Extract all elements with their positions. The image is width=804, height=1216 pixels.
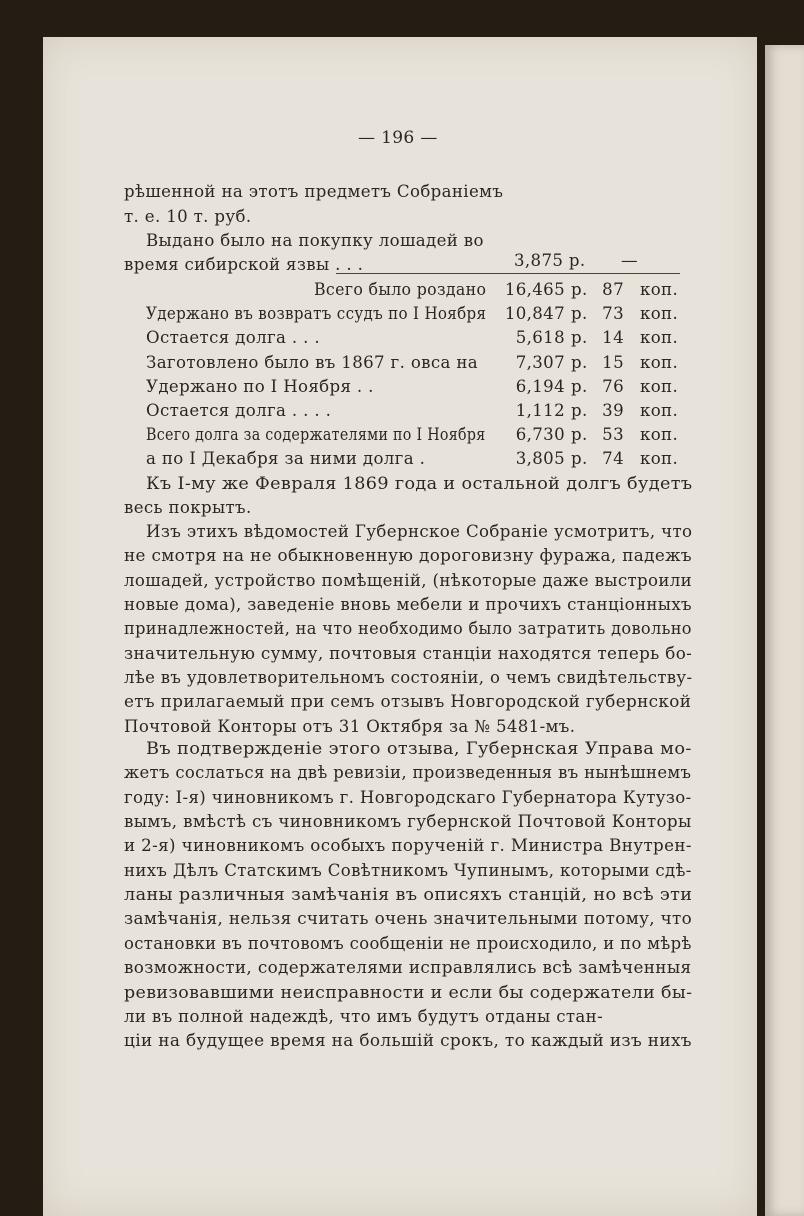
ledger-row-kop-unit: коп. [640, 449, 679, 468]
ledger-row-kop-unit: коп. [640, 280, 679, 299]
paragraph-line: году: I-я) чиновникомъ г. Новгородскаго Губернатора Кутузо- [124, 788, 692, 807]
ledger-row-kop-unit: коп. [640, 304, 679, 323]
paragraph-line: ціи на будущее время на большій срокъ, то каждый изъ нихъ [124, 1031, 692, 1050]
ledger-row-rub-unit: р. [571, 425, 588, 444]
ledger-row-kop-unit: коп. [640, 353, 679, 372]
paragraph-line: Изъ этихъ вѣдомостей Губернское Собраніе усмотритъ, что [146, 522, 693, 541]
text-line: т. е. 10 т. руб. [124, 207, 252, 226]
paragraph-line: Въ подтвержденіе этого отзыва, Губернская Управа мо- [146, 739, 692, 758]
ledger-row-kopecks: 15 [602, 353, 624, 372]
ledger-row-kop-unit: коп. [640, 401, 679, 420]
sum-rule [336, 273, 680, 274]
ledger-row-label: Удержано по I Ноября . . [146, 377, 374, 396]
text-line: Выдано было на покупку лошадей во [146, 231, 484, 250]
text-line: время сибирской язвы . . . [124, 255, 364, 274]
paragraph-line: етъ прилагаемый при семъ отзывъ Новгородской губернской [124, 692, 692, 711]
paragraph-line: замѣчанія, нельзя считать очень значительными потому, что [124, 909, 693, 928]
ledger-row-amount: 3,805 [515, 449, 565, 468]
paragraph-line: не смотря на не обыкновенную дороговизну фуража, падежъ [124, 546, 692, 565]
ledger-row-rub-unit: р. [571, 401, 588, 420]
ledger-row-rub-unit: р. [571, 449, 588, 468]
ledger-row-kopecks: 87 [602, 280, 624, 299]
ledger-row-kop-unit: коп. [640, 425, 679, 444]
paragraph-line: лошадей, устройство помѣщеній, (нѣкоторые даже выстроили [124, 571, 693, 590]
paragraph-line: новые дома), заведеніе вновь мебели и прочихъ станціонныхъ [124, 595, 692, 614]
page-number: — 196 — [358, 128, 438, 148]
paragraph-line: весь покрытъ. [124, 498, 252, 517]
amount-rub: 3,875 р. [514, 251, 586, 270]
ledger-row-kopecks: 39 [602, 401, 624, 420]
ledger-row-rub-unit: р. [571, 328, 588, 347]
paragraph-line: лѣе въ удовлетворительномъ состояніи, о чемъ свидѣтельству- [124, 668, 693, 687]
paragraph-line: и 2-я) чиновникомъ особыхъ порученій г. Министра Внутрен- [124, 836, 692, 855]
paragraph-line: Почтовой Конторы отъ 31 Октября за № 5481-мъ. [124, 717, 576, 736]
paragraph-line: Къ I-му же Февраля 1869 года и остальной долгъ будетъ [146, 474, 693, 493]
paragraph-line: ли въ полной надеждѣ, что имъ будутъ отданы стан- [124, 1007, 604, 1026]
ledger-row-amount: 6,194 [515, 377, 565, 396]
ledger-row-rub-unit: р. [571, 304, 588, 323]
ledger-row-kop-unit: коп. [640, 328, 679, 347]
ledger-row-label: Остается долга . . . [146, 328, 320, 347]
paragraph-line: ланы различныя замѣчанія въ описяхъ станцій, но всѣ эти [124, 885, 693, 904]
text-line: рѣшенной на этотъ предметъ Собраніемъ [124, 182, 504, 201]
ledger-row-rub-unit: р. [571, 377, 588, 396]
ledger-row-label: Всего долга за содержателями по I Ноября [146, 425, 486, 444]
ledger-row-amount: 16,465 [504, 280, 565, 299]
paragraph-line: вымъ, вмѣстѣ съ чиновникомъ губернской Почтовой Конторы [124, 812, 692, 831]
amount-dash: — [621, 251, 638, 270]
ledger-row-amount: 7,307 [515, 353, 565, 372]
paragraph-line: ревизовавшими неисправности и если бы содержатели бы- [124, 983, 693, 1002]
ledger-row-amount: 10,847 [504, 304, 565, 323]
ledger-row-kopecks: 53 [602, 425, 624, 444]
ledger-row-kopecks: 73 [602, 304, 624, 323]
ledger-row-kopecks: 14 [602, 328, 624, 347]
ledger-row-amount: 6,730 [515, 425, 565, 444]
ledger-row-rub-unit: р. [571, 280, 588, 299]
ledger-row-amount: 5,618 [515, 328, 565, 347]
ledger-row-label: Остается долга . . . . [146, 401, 332, 420]
facing-page-edge [765, 45, 804, 1216]
ledger-row-amount: 1,112 [515, 401, 565, 420]
ledger-row-label: Всего было роздано [314, 280, 487, 299]
ledger-row-kop-unit: коп. [640, 377, 679, 396]
ledger-row-rub-unit: р. [571, 353, 588, 372]
ledger-row-label: а по I Декабря за ними долга . [146, 449, 426, 468]
ledger-row-label: Заготовлено было въ 1867 г. овса на [146, 353, 479, 372]
paragraph-line: принадлежностей, на что необходимо было затратить довольно [124, 619, 692, 638]
paragraph-line: остановки въ почтовомъ сообщеніи не происходило, и по мѣрѣ [124, 934, 692, 953]
paragraph-line: жетъ сослаться на двѣ ревизіи, произведенныя въ нынѣшнемъ [124, 763, 692, 782]
ledger-row-kopecks: 74 [602, 449, 624, 468]
paragraph-line: возможности, содержателями исправлялись всѣ замѣченныя [124, 958, 692, 977]
ledger-row-label: Удержано въ возвратъ ссудъ по I Ноября [146, 304, 487, 323]
ledger-row-kopecks: 76 [602, 377, 624, 396]
paragraph-line: значительную сумму, почтовыя станціи находятся теперь бо- [124, 644, 693, 663]
paragraph-line: нихъ Дѣлъ Статскимъ Совѣтникомъ Чупинымъ, которыми сдѣ- [124, 861, 692, 880]
